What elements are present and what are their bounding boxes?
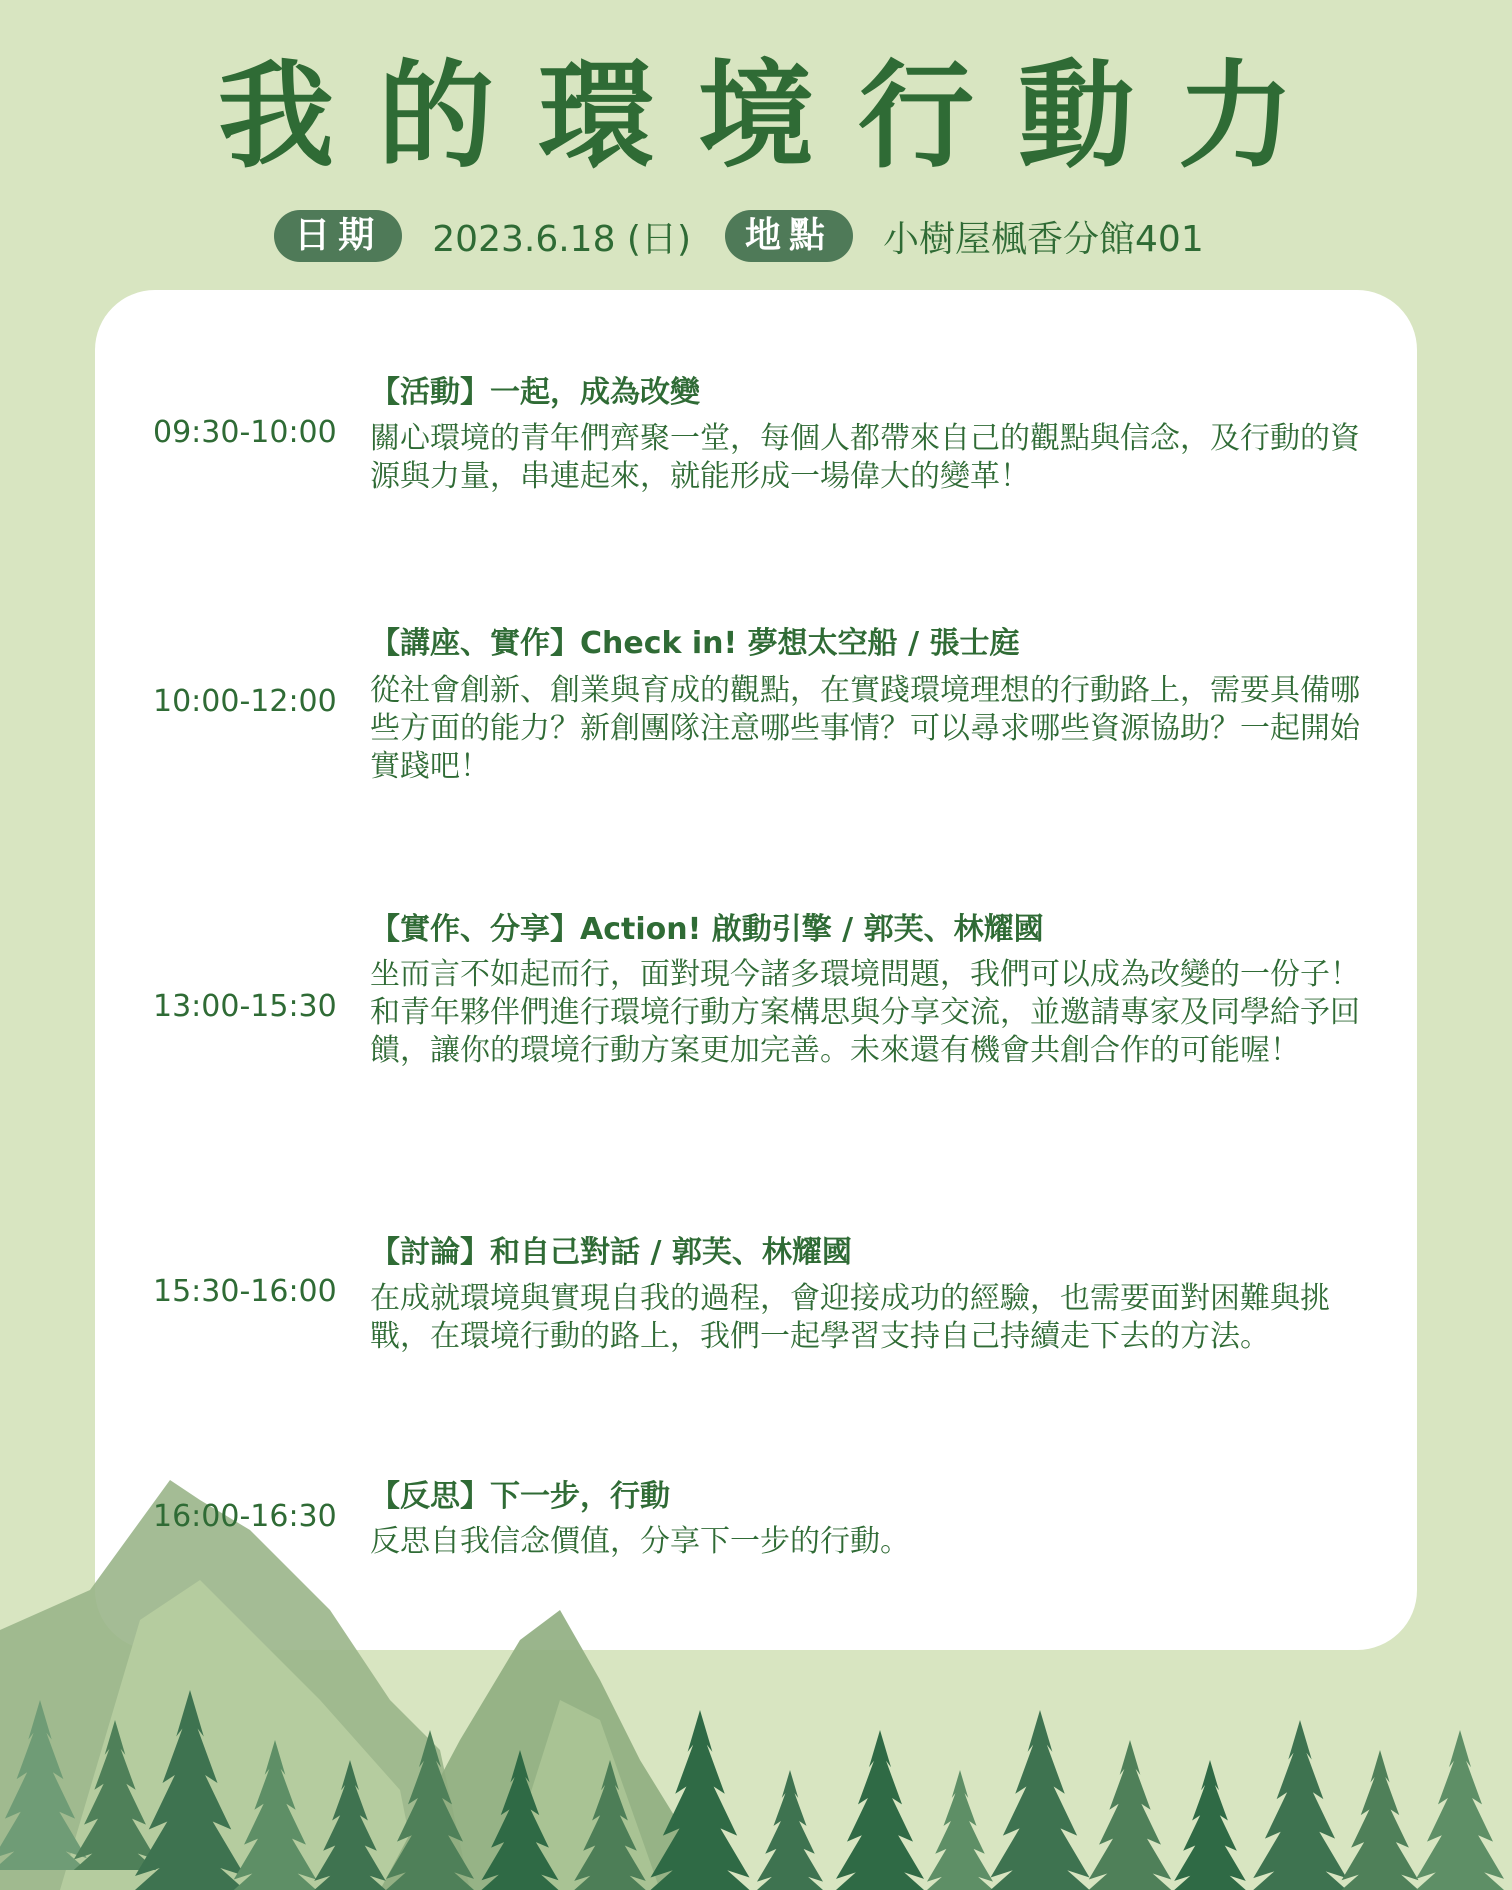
pine-tree-icon [651, 1710, 750, 1890]
pine-tree-icon [836, 1730, 924, 1890]
session-title: 【實作、分享】Action! 啟動引擎 / 郭芙、林耀國 [370, 912, 1044, 947]
pine-tree-icon [991, 1710, 1090, 1890]
pine-tree-icon [927, 1770, 993, 1890]
session-title: 【講座、實作】Check in! 夢想太空船 / 張士庭 [370, 626, 1020, 661]
date-label: 日期 [274, 210, 402, 262]
pine-tree-icon [1342, 1750, 1419, 1890]
page-title: 我的環境行動力 [218, 49, 1338, 184]
session-title: 【討論】和自己對話 / 郭芙、林耀國 [370, 1235, 852, 1270]
session-description: 反思自我信念價值，分享下一步的行動。 [370, 1524, 910, 1559]
session-time: 10:00-12:00 [153, 684, 337, 719]
session-description: 在成就環境與實現自我的過程，會迎接成功的經驗，也需要面對困難與挑戰，在環境行動的路上，我們一起學習支持自己持續走下去的方法。 [370, 1281, 1330, 1354]
session-time: 09:30-10:00 [153, 415, 337, 450]
session-description: 坐而言不如起而行，面對現今諸多環境問題，我們可以成為改變的一份子！和青年夥伴們進行環境行動方案構思與分享交流，並邀請專家及同學給予回饋，讓你的環境行動方案更加完善。未來還有機會共創合作的可能喔！ [370, 957, 1360, 1068]
session-description: 從社會創新、創業與育成的觀點，在實踐環境理想的行動路上，需要具備哪些方面的能力？新創團隊注意哪些事情？可以尋求哪些資源協助？一起開始實踐吧！ [370, 673, 1360, 784]
date-value: 2023.6.18 (日) [432, 218, 692, 260]
session-time: 15:30-16:00 [153, 1274, 337, 1309]
session-title: 【活動】一起，成為改變 [370, 375, 700, 410]
place-value: 小樹屋楓香分館401 [883, 218, 1204, 260]
pine-tree-icon [1089, 1740, 1172, 1890]
session-title: 【反思】下一步，行動 [370, 1479, 670, 1514]
pine-tree-icon [1253, 1720, 1347, 1890]
session-time: 13:00-15:30 [153, 989, 337, 1024]
pine-tree-icon [757, 1770, 823, 1890]
session-time: 16:00-16:30 [153, 1499, 337, 1534]
pine-tree-icon [1416, 1730, 1504, 1890]
session-description: 關心環境的青年們齊聚一堂，每個人都帶來自己的觀點與信念，及行動的資源與力量，串連起來，就能形成一場偉大的變革！ [370, 421, 1360, 494]
place-label: 地點 [725, 210, 853, 262]
pine-tree-icon [1174, 1760, 1246, 1890]
